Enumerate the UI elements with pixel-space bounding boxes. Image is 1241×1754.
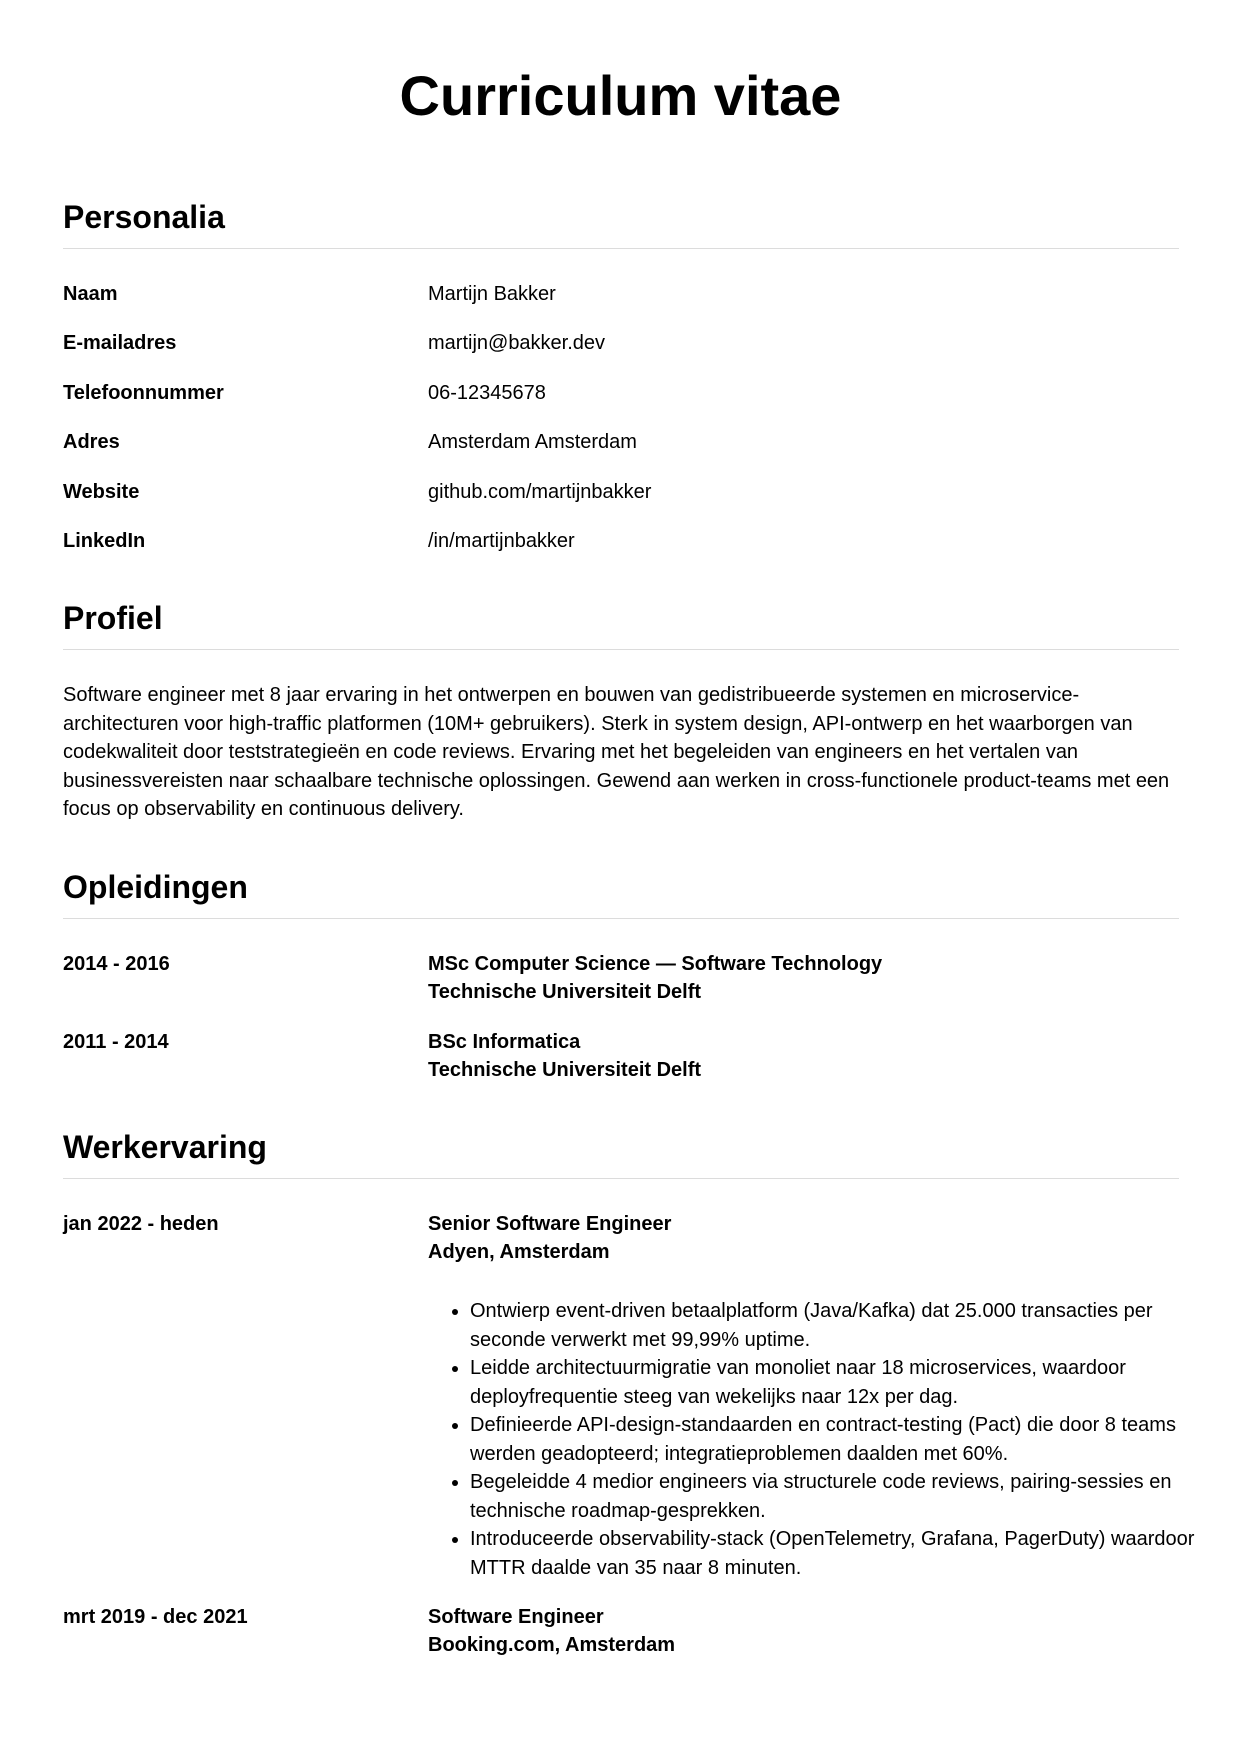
field-label-website: Website [63,481,140,503]
education-institution: Technische Universiteit Delft [428,981,702,1003]
section-divider [63,649,1179,650]
job-achievement: • Introduceerde observability-stack (OpenTelemetry, Grafana, PagerDuty) waardoor MTTR daalde van 35 naar 8 minuten. [470,1525,1230,1582]
section-heading-personalia: Personalia [63,199,225,235]
job-achievement: • Ontwierp event-driven betaalplatform (Java/Kafka) dat 25.000 transacties per seconde verwerkt met 99,99% uptime. [470,1297,1230,1354]
job-achievement: • Begeleidde 4 medior engineers via structurele code reviews, pairing-sessies en technische roadmap-gesprekken. [470,1468,1230,1525]
education-degree: BSc Informatica [428,1031,581,1053]
document-title: Curriculum vitae [399,64,842,127]
education-institution: Technische Universiteit Delft [428,1059,702,1081]
section-divider [63,1178,1179,1179]
section-heading-opleidingen: Opleidingen [63,869,248,905]
field-label-linkedin: LinkedIn [63,530,146,552]
education-period: 2011 - 2014 [63,1031,169,1053]
field-label-telefoon: Telefoonnummer [63,382,224,404]
field-value-linkedin: /in/martijnbakker [428,530,575,552]
education-period: 2014 - 2016 [63,953,170,975]
job-company: Booking.com, Amsterdam [428,1634,676,1656]
section-heading-profiel: Profiel [63,600,163,636]
job-period: jan 2022 - heden [63,1213,219,1235]
field-value-email: martijn@bakker.dev [428,332,606,354]
job-period: mrt 2019 - dec 2021 [63,1606,248,1628]
job-achievement: • Definieerde API-design-standaarden en contract-testing (Pact) die door 8 teams werden geadopteerd; integratieproblemen daalden met 60%. [470,1411,1230,1468]
education-degree: MSc Computer Science — Software Technology [428,953,883,975]
job-achievements-list [428,1297,1230,1582]
field-label-email: E-mailadres [63,332,177,354]
job-title: Software Engineer [428,1606,604,1628]
field-value-telefoon: 06-12345678 [428,382,546,404]
field-value-adres: Amsterdam Amsterdam [428,431,637,453]
job-title: Senior Software Engineer [428,1213,672,1235]
section-heading-werkervaring: Werkervaring [63,1129,267,1165]
profile-text: Software engineer met 8 jaar ervaring in het ontwerpen en bouwen van gedistribueerde systemen en microservice-architecturen voor high-traffic platformen (10M+ gebruikers). Sterk in system design, API-ontwerp en het waarborgen van codekwaliteit door teststrategieën en code reviews. Ervaring met het begeleiden van engineers en het vertalen van businessvereisten naar schaalbare technische oplossingen. Gewend aan werken in cross-functionele product-teams met een focus op observability en continuous delivery. [63,684,1170,820]
section-divider [63,918,1179,919]
section-divider [63,248,1179,249]
field-value-naam: Martijn Bakker [428,283,556,305]
field-label-adres: Adres [63,431,120,453]
field-label-naam: Naam [63,283,118,305]
job-company: Adyen, Amsterdam [428,1241,610,1263]
field-value-website: github.com/martijnbakker [428,481,652,503]
job-achievement: • Leidde architectuurmigratie van monoliet naar 18 microservices, waardoor deployfrequentie steeg van wekelijks naar 12x per dag. [470,1354,1230,1411]
